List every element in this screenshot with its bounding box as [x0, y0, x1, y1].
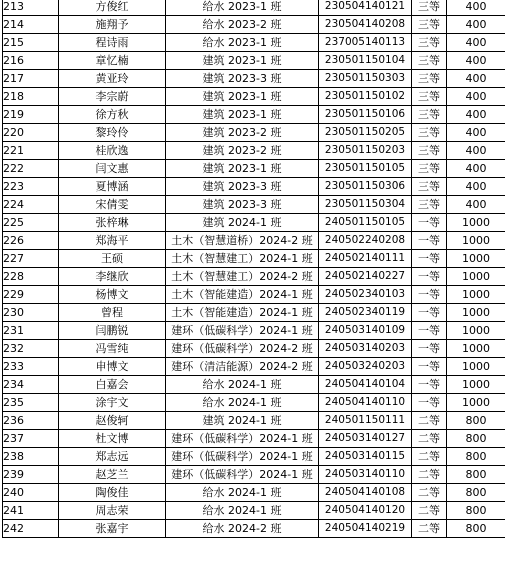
table-row	[3, 448, 506, 466]
class-name-cell[interactable]: 给水 2023-2 班	[166, 16, 319, 34]
table-row	[3, 232, 506, 250]
award-amount-cell[interactable]: 400	[447, 178, 506, 196]
award-amount-cell[interactable]: 400	[447, 88, 506, 106]
student-name-cell[interactable]: 申博文	[59, 358, 166, 376]
student-id-cell[interactable]: 230504140121	[319, 0, 412, 16]
student-name-cell[interactable]: 黎玲伶	[59, 124, 166, 142]
class-name-cell[interactable]: 建筑 2023-3 班	[166, 178, 319, 196]
right-edge	[505, 0, 509, 587]
student-name-cell[interactable]: 闫文惠	[59, 160, 166, 178]
table-row	[3, 106, 506, 124]
table-row	[3, 124, 506, 142]
row-number-cell[interactable]: 229	[3, 286, 59, 304]
award-level-cell[interactable]: 三等	[412, 106, 447, 124]
award-amount-cell[interactable]: 400	[447, 142, 506, 160]
award-amount-cell[interactable]: 400	[447, 124, 506, 142]
class-name-cell[interactable]: 给水 2023-1 班	[166, 0, 319, 16]
award-amount-cell[interactable]: 1000	[447, 322, 506, 340]
row-number-cell[interactable]: 232	[3, 340, 59, 358]
student-name-cell[interactable]: 张嘉宇	[59, 520, 166, 538]
row-number-cell[interactable]: 228	[3, 268, 59, 286]
class-name-cell[interactable]: 建环（清洁能源）2024-2 班	[166, 358, 319, 376]
row-number-cell[interactable]: 233	[3, 358, 59, 376]
award-amount-cell[interactable]: 800	[447, 466, 506, 484]
table-row	[3, 322, 506, 340]
row-number-cell[interactable]: 241	[3, 502, 59, 520]
award-level-cell[interactable]: 二等	[412, 466, 447, 484]
student-id-cell[interactable]: 230501150303	[319, 70, 412, 88]
student-name-cell[interactable]: 李宗蔚	[59, 88, 166, 106]
award-amount-cell[interactable]: 1000	[447, 394, 506, 412]
class-name-cell[interactable]: 建环（低碳科学）2024-1 班	[166, 448, 319, 466]
student-name-cell[interactable]: 方俊红	[59, 0, 166, 16]
table-row	[3, 430, 506, 448]
student-id-cell[interactable]: 240502340119	[319, 304, 412, 322]
student-name-cell[interactable]: 闫鹏锐	[59, 322, 166, 340]
class-name-cell[interactable]: 土木（智能建造）2024-1 班	[166, 304, 319, 322]
row-number-cell[interactable]: 215	[3, 34, 59, 52]
award-level-cell[interactable]: 一等	[412, 250, 447, 268]
award-table	[2, 0, 506, 538]
award-level-cell[interactable]: 三等	[412, 88, 447, 106]
table-row	[3, 214, 506, 232]
row-number-cell[interactable]: 220	[3, 124, 59, 142]
student-name-cell[interactable]: 徐方秋	[59, 106, 166, 124]
table-row	[3, 502, 506, 520]
table-row	[3, 0, 506, 16]
award-amount-cell[interactable]: 800	[447, 412, 506, 430]
row-number-cell[interactable]: 221	[3, 142, 59, 160]
row-number-cell[interactable]: 224	[3, 196, 59, 214]
class-name-cell[interactable]: 建环（低碳科学）2024-1 班	[166, 430, 319, 448]
class-name-cell[interactable]: 建筑 2023-2 班	[166, 142, 319, 160]
table-row	[3, 466, 506, 484]
student-name-cell[interactable]: 桂欣逸	[59, 142, 166, 160]
award-amount-cell[interactable]: 1000	[447, 286, 506, 304]
award-level-cell[interactable]: 一等	[412, 268, 447, 286]
award-level-cell[interactable]: 二等	[412, 430, 447, 448]
award-level-cell[interactable]: 一等	[412, 376, 447, 394]
award-amount-cell[interactable]: 400	[447, 34, 506, 52]
row-number-cell[interactable]: 222	[3, 160, 59, 178]
row-number-cell[interactable]: 239	[3, 466, 59, 484]
table-row	[3, 412, 506, 430]
table-row	[3, 520, 506, 538]
row-number-cell[interactable]: 214	[3, 16, 59, 34]
student-name-cell[interactable]: 曾程	[59, 304, 166, 322]
student-id-cell[interactable]: 240504140108	[319, 484, 412, 502]
row-number-cell[interactable]: 225	[3, 214, 59, 232]
class-name-cell[interactable]: 给水 2023-1 班	[166, 34, 319, 52]
row-number-cell[interactable]: 230	[3, 304, 59, 322]
award-level-cell[interactable]: 二等	[412, 412, 447, 430]
class-name-cell[interactable]: 建筑 2023-2 班	[166, 124, 319, 142]
award-level-cell[interactable]: 三等	[412, 160, 447, 178]
student-id-cell[interactable]: 237005140113	[319, 34, 412, 52]
award-amount-cell[interactable]: 800	[447, 520, 506, 538]
class-name-cell[interactable]: 土木（智慧建工）2024-2 班	[166, 268, 319, 286]
class-name-cell[interactable]: 给水 2024-1 班	[166, 484, 319, 502]
award-amount-cell[interactable]: 400	[447, 196, 506, 214]
row-number-cell[interactable]: 223	[3, 178, 59, 196]
award-amount-cell[interactable]: 800	[447, 502, 506, 520]
student-id-cell[interactable]: 240503140115	[319, 448, 412, 466]
award-level-cell[interactable]: 三等	[412, 0, 447, 16]
award-level-cell[interactable]: 一等	[412, 214, 447, 232]
award-amount-cell[interactable]: 1000	[447, 232, 506, 250]
award-level-cell[interactable]: 三等	[412, 52, 447, 70]
table-row	[3, 358, 506, 376]
award-level-cell[interactable]: 二等	[412, 502, 447, 520]
student-name-cell[interactable]: 周志荣	[59, 502, 166, 520]
award-amount-cell[interactable]: 1000	[447, 250, 506, 268]
student-id-cell[interactable]: 240503140110	[319, 466, 412, 484]
award-amount-cell[interactable]: 1000	[447, 340, 506, 358]
row-number-cell[interactable]: 236	[3, 412, 59, 430]
student-name-cell[interactable]: 冯雪纯	[59, 340, 166, 358]
award-level-cell[interactable]: 一等	[412, 286, 447, 304]
table-row	[3, 196, 506, 214]
student-id-cell[interactable]: 240501150105	[319, 214, 412, 232]
award-amount-cell[interactable]: 400	[447, 0, 506, 16]
student-id-cell[interactable]: 240502140111	[319, 250, 412, 268]
table-body	[3, 0, 506, 538]
table-row	[3, 376, 506, 394]
student-id-cell[interactable]: 240504140219	[319, 520, 412, 538]
row-number-cell[interactable]: 231	[3, 322, 59, 340]
award-level-cell[interactable]: 三等	[412, 124, 447, 142]
table-row	[3, 340, 506, 358]
class-name-cell[interactable]: 建筑 2023-1 班	[166, 106, 319, 124]
student-id-cell[interactable]: 240502140227	[319, 268, 412, 286]
award-amount-cell[interactable]: 1000	[447, 358, 506, 376]
student-name-cell[interactable]: 赵芝兰	[59, 466, 166, 484]
award-amount-cell[interactable]: 800	[447, 430, 506, 448]
row-number-cell[interactable]: 219	[3, 106, 59, 124]
award-amount-cell[interactable]: 400	[447, 70, 506, 88]
award-amount-cell[interactable]: 400	[447, 160, 506, 178]
student-id-cell[interactable]: 230501150104	[319, 52, 412, 70]
student-name-cell[interactable]: 杨博文	[59, 286, 166, 304]
student-id-cell[interactable]: 230504140208	[319, 16, 412, 34]
student-id-cell[interactable]: 240504140110	[319, 394, 412, 412]
table-row	[3, 286, 506, 304]
table-row	[3, 88, 506, 106]
table-row	[3, 70, 506, 88]
row-number-cell[interactable]: 242	[3, 520, 59, 538]
student-name-cell[interactable]: 黄亚玲	[59, 70, 166, 88]
award-level-cell[interactable]: 三等	[412, 178, 447, 196]
student-id-cell[interactable]: 240503140203	[319, 340, 412, 358]
award-level-cell[interactable]: 一等	[412, 322, 447, 340]
table-row	[3, 34, 506, 52]
table-row	[3, 16, 506, 34]
student-name-cell[interactable]: 郑海平	[59, 232, 166, 250]
student-id-cell[interactable]: 240504140104	[319, 376, 412, 394]
student-name-cell[interactable]: 施翔予	[59, 16, 166, 34]
table-row	[3, 160, 506, 178]
student-name-cell[interactable]: 程诗雨	[59, 34, 166, 52]
student-name-cell[interactable]: 涂宇文	[59, 394, 166, 412]
row-number-cell[interactable]: 226	[3, 232, 59, 250]
class-name-cell[interactable]: 建筑 2023-1 班	[166, 88, 319, 106]
award-amount-cell[interactable]: 400	[447, 106, 506, 124]
award-level-cell[interactable]: 三等	[412, 142, 447, 160]
row-number-cell[interactable]: 235	[3, 394, 59, 412]
student-id-cell[interactable]: 230501150105	[319, 160, 412, 178]
row-number-cell[interactable]: 237	[3, 430, 59, 448]
student-id-cell[interactable]: 230501150102	[319, 88, 412, 106]
class-name-cell[interactable]: 建筑 2023-3 班	[166, 196, 319, 214]
student-id-cell[interactable]: 240503140127	[319, 430, 412, 448]
row-number-cell[interactable]: 213	[3, 0, 59, 16]
class-name-cell[interactable]: 土木（智慧道桥）2024-2 班	[166, 232, 319, 250]
class-name-cell[interactable]: 给水 2024-1 班	[166, 376, 319, 394]
row-number-cell[interactable]: 227	[3, 250, 59, 268]
row-number-cell[interactable]: 240	[3, 484, 59, 502]
class-name-cell[interactable]: 建筑 2023-3 班	[166, 70, 319, 88]
class-name-cell[interactable]: 建筑 2024-1 班	[166, 412, 319, 430]
row-number-cell[interactable]: 217	[3, 70, 59, 88]
student-name-cell[interactable]: 夏博涵	[59, 178, 166, 196]
student-id-cell[interactable]: 240502240208	[319, 232, 412, 250]
award-amount-cell[interactable]: 1000	[447, 214, 506, 232]
student-name-cell[interactable]: 章忆楠	[59, 52, 166, 70]
student-id-cell[interactable]: 240501150111	[319, 412, 412, 430]
award-amount-cell[interactable]: 1000	[447, 376, 506, 394]
table-row	[3, 394, 506, 412]
class-name-cell[interactable]: 建环（低碳科学）2024-1 班	[166, 466, 319, 484]
class-name-cell[interactable]: 建筑 2023-1 班	[166, 160, 319, 178]
student-name-cell[interactable]: 白嘉会	[59, 376, 166, 394]
student-id-cell[interactable]: 240503140109	[319, 322, 412, 340]
award-amount-cell[interactable]: 800	[447, 448, 506, 466]
award-level-cell[interactable]: 三等	[412, 196, 447, 214]
student-name-cell[interactable]: 王硕	[59, 250, 166, 268]
award-level-cell[interactable]: 一等	[412, 304, 447, 322]
student-id-cell[interactable]: 230501150203	[319, 142, 412, 160]
student-id-cell[interactable]: 240503240203	[319, 358, 412, 376]
award-level-cell[interactable]: 二等	[412, 448, 447, 466]
award-level-cell[interactable]: 一等	[412, 358, 447, 376]
student-id-cell[interactable]: 230501150106	[319, 106, 412, 124]
row-number-cell[interactable]: 238	[3, 448, 59, 466]
award-amount-cell[interactable]: 1000	[447, 304, 506, 322]
class-name-cell[interactable]: 建筑 2023-1 班	[166, 52, 319, 70]
student-name-cell[interactable]: 李继欣	[59, 268, 166, 286]
student-id-cell[interactable]: 230501150306	[319, 178, 412, 196]
class-name-cell[interactable]: 给水 2024-2 班	[166, 520, 319, 538]
award-level-cell[interactable]: 一等	[412, 232, 447, 250]
award-amount-cell[interactable]: 400	[447, 52, 506, 70]
student-name-cell[interactable]: 张梓琳	[59, 214, 166, 232]
student-name-cell[interactable]: 郑志远	[59, 448, 166, 466]
table-row	[3, 304, 506, 322]
row-number-cell[interactable]: 234	[3, 376, 59, 394]
student-id-cell[interactable]: 240504140120	[319, 502, 412, 520]
award-level-cell[interactable]: 一等	[412, 340, 447, 358]
class-name-cell[interactable]: 土木（智能建造）2024-1 班	[166, 286, 319, 304]
student-name-cell[interactable]: 宋倩雯	[59, 196, 166, 214]
award-level-cell[interactable]: 二等	[412, 484, 447, 502]
award-level-cell[interactable]: 三等	[412, 70, 447, 88]
award-amount-cell[interactable]: 1000	[447, 268, 506, 286]
award-level-cell[interactable]: 三等	[412, 34, 447, 52]
table-row	[3, 52, 506, 70]
class-name-cell[interactable]: 土木（智慧建工）2024-1 班	[166, 250, 319, 268]
award-level-cell[interactable]: 二等	[412, 520, 447, 538]
row-number-cell[interactable]: 218	[3, 88, 59, 106]
class-name-cell[interactable]: 建环（低碳科学）2024-1 班	[166, 322, 319, 340]
award-level-cell[interactable]: 一等	[412, 394, 447, 412]
class-name-cell[interactable]: 给水 2024-1 班	[166, 502, 319, 520]
table-row	[3, 484, 506, 502]
table-row	[3, 142, 506, 160]
table-row	[3, 250, 506, 268]
student-name-cell[interactable]: 赵俊轲	[59, 412, 166, 430]
student-id-cell[interactable]: 240502340103	[319, 286, 412, 304]
table-row	[3, 268, 506, 286]
class-name-cell[interactable]: 给水 2024-1 班	[166, 394, 319, 412]
class-name-cell[interactable]: 建环（低碳科学）2024-2 班	[166, 340, 319, 358]
student-name-cell[interactable]: 陶俊佳	[59, 484, 166, 502]
class-name-cell[interactable]: 建筑 2024-1 班	[166, 214, 319, 232]
award-level-cell[interactable]: 三等	[412, 16, 447, 34]
award-amount-cell[interactable]: 800	[447, 484, 506, 502]
award-amount-cell[interactable]: 400	[447, 16, 506, 34]
student-id-cell[interactable]: 230501150304	[319, 196, 412, 214]
student-name-cell[interactable]: 杜文博	[59, 430, 166, 448]
student-id-cell[interactable]: 230501150205	[319, 124, 412, 142]
row-number-cell[interactable]: 216	[3, 52, 59, 70]
table-row	[3, 178, 506, 196]
